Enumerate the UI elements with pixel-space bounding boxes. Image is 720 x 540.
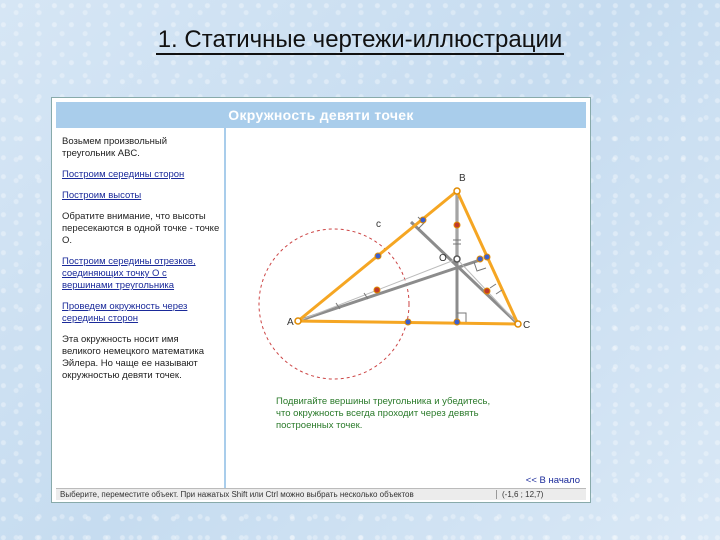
foot-from-a <box>477 256 483 262</box>
status-coordinates: (-1,6 ; 12,7) <box>502 490 544 499</box>
link-segment-midpoints[interactable]: Построим середины отрезков, соединяющих точку O с вершинами треугольника <box>62 256 196 291</box>
back-to-start-link[interactable]: << В начало <box>525 475 580 486</box>
midpoint-ac <box>405 319 411 325</box>
midpoint-ao <box>374 287 380 293</box>
label-o: O <box>439 253 447 264</box>
intro-text: Возьмем произвольный треугольник ABC. <box>62 136 168 159</box>
footer-text: Эта окружность носит имя великого немецкого математика Эйлера. Но чаще ее называют окружностью девяти точек. <box>62 334 205 381</box>
instructions-panel <box>56 128 226 490</box>
midpoint-bo <box>454 222 460 228</box>
label-b: B <box>459 173 466 184</box>
label-c-small: c <box>376 219 381 230</box>
link-altitudes[interactable]: Построим высоты <box>62 190 142 201</box>
vertex-c[interactable] <box>515 321 521 327</box>
hint-text: Подвигайте вершины треугольника и убедитесь, что окружность всегда проходит через девять построенных точек. <box>276 396 491 431</box>
altitude-from-c <box>411 222 518 324</box>
status-bar <box>56 488 586 500</box>
vertex-b[interactable] <box>454 188 460 194</box>
status-text: Выберите, переместите объект. При нажатых Shift или Ctrl можно выбрать несколько объектов <box>60 490 414 499</box>
foot-from-b <box>454 319 460 325</box>
nine-point-circle[interactable] <box>259 229 409 379</box>
applet-header: Окружность девяти точек <box>56 102 586 128</box>
altitude-from-a <box>298 259 483 321</box>
drawing-area[interactable] <box>228 128 586 490</box>
foot-from-c <box>420 217 426 223</box>
midpoint-bc <box>484 254 490 260</box>
slide-title-text: 1. Статичные чертежи-иллюстрации <box>157 26 563 53</box>
label-c: C <box>523 320 531 331</box>
right-angle-mark-a <box>474 262 486 271</box>
midpoint-co <box>484 288 490 294</box>
link-circle[interactable]: Проведем окружность через середины сторон <box>62 301 188 324</box>
applet-window <box>51 97 591 503</box>
vertex-a[interactable] <box>295 318 301 324</box>
midpoint-ab <box>375 253 381 259</box>
label-a: A <box>287 317 294 328</box>
status-separator <box>496 490 497 499</box>
nine-point-circle-drawing[interactable] <box>228 128 586 490</box>
link-midpoints[interactable]: Построим середины сторон <box>62 169 185 180</box>
slide-title <box>0 26 720 54</box>
note-text: Обратите внимание, что высоты пересекаются в одной точке - точке O. <box>62 211 220 246</box>
orthocenter-o[interactable] <box>454 256 460 262</box>
